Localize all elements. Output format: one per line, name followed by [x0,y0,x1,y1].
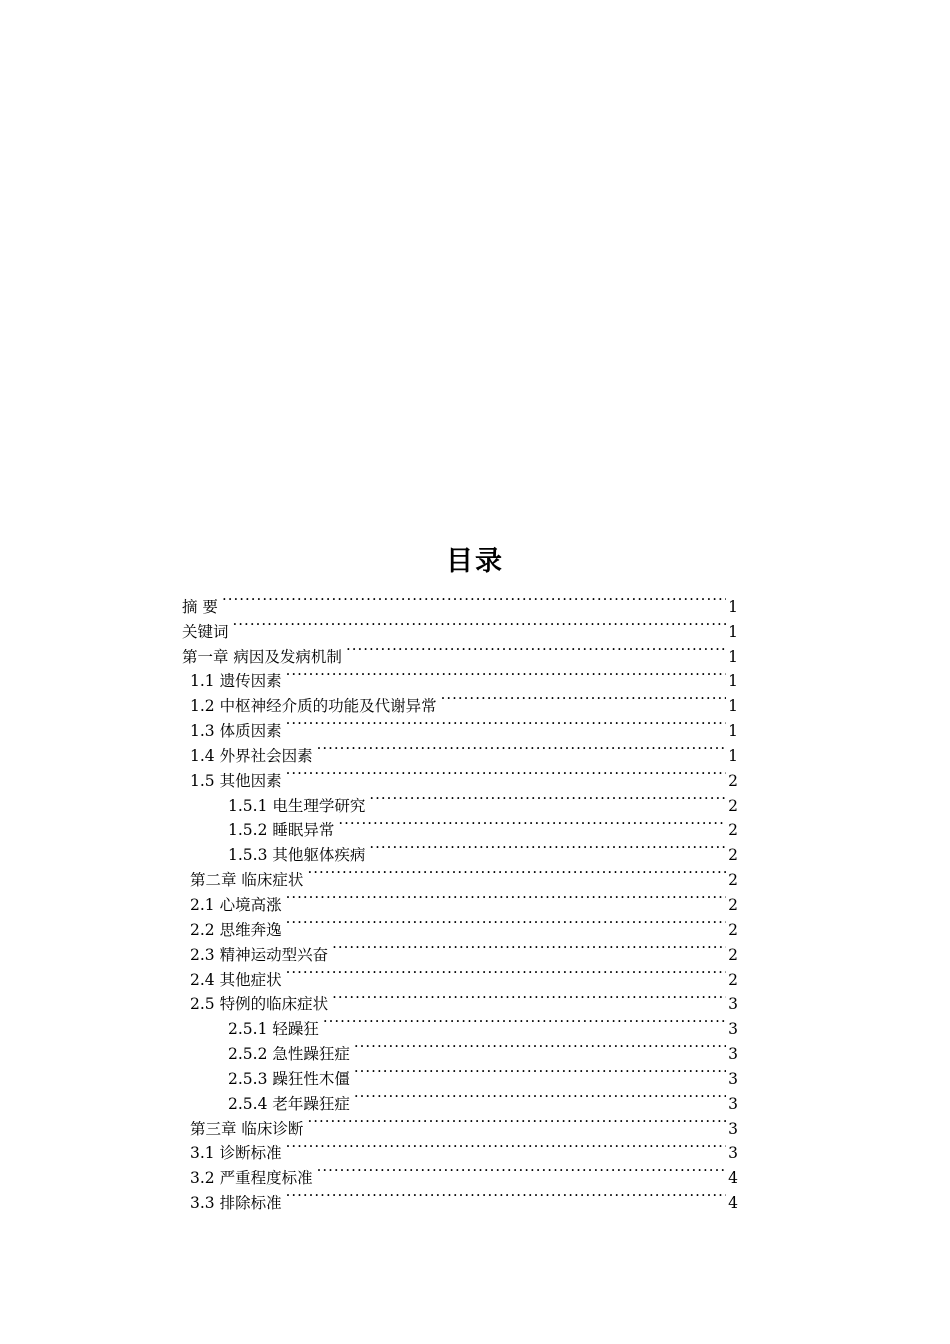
toc-entry-label: 2.3 精神运动型兴奋 [190,945,329,964]
toc-entry-label: 3.2 严重程度标准 [190,1169,313,1188]
toc-dot-leader [286,960,726,985]
toc-entry-page-number: 1 [728,746,738,765]
toc-entry-page-number: 1 [728,647,738,666]
toc-entry-label: 1.5 其他因素 [190,771,282,790]
toc-dot-leader [317,736,726,761]
toc-dot-leader [317,1158,726,1183]
toc-entry-label: 1.3 体质因素 [190,722,282,741]
toc-entry-page-number: 1 [728,597,738,616]
toc-dot-leader [307,860,726,885]
toc-entry-page-number: 2 [728,771,738,790]
toc-dot-leader [286,711,726,736]
toc-entry-page-number: 1 [728,672,738,691]
toc-dot-leader [286,1183,726,1208]
toc-dot-leader [222,587,726,612]
toc-dot-leader [332,935,726,960]
toc-dot-leader [286,662,726,687]
toc-entry-label: 1.4 外界社会因素 [190,746,313,765]
toc-entry-label: 2.5.2 急性躁狂症 [228,1045,350,1064]
toc-entry-page-number: 2 [728,945,738,964]
toc-entry-label: 第三章 临床诊断 [190,1119,304,1138]
toc-entry-label: 3.1 诊断标准 [190,1144,282,1163]
toc-entry-page-number: 1 [728,622,738,641]
toc-entry-page-number: 3 [728,1144,738,1163]
toc-dot-leader [286,910,726,935]
toc-entry-label: 1.5.2 睡眠异常 [228,821,335,840]
toc-entry-page-number: 4 [728,1169,738,1188]
toc-entry-page-number: 1 [728,722,738,741]
toc-entry-label: 2.5 特例的临床症状 [190,995,329,1014]
table-of-contents [182,587,738,1213]
toc-entry-page-number: 3 [728,995,738,1014]
toc-entry-label: 1.5.3 其他躯体疾病 [228,846,366,865]
toc-entry-page-number: 3 [728,1069,738,1088]
toc-entry-page-number: 2 [728,796,738,815]
toc-entry[interactable] [182,587,738,616]
toc-entry-label: 2.2 思维奔逸 [190,920,282,939]
toc-entry[interactable] [182,612,738,641]
toc-entry-page-number: 3 [728,1119,738,1138]
toc-entry-label: 关键词 [182,622,229,641]
toc-dot-leader [354,1084,726,1109]
page-title: 目录 [446,546,504,577]
toc-entry-page-number: 2 [728,920,738,939]
toc-entry-page-number: 2 [728,871,738,890]
toc-entry-page-number: 3 [728,1045,738,1064]
toc-entry-page-number: 1 [728,697,738,716]
toc-entry-page-number: 2 [728,895,738,914]
toc-dot-leader [441,686,726,711]
toc-dot-leader [307,1109,726,1134]
toc-entry-label: 1.2 中枢神经介质的功能及代谢异常 [190,697,437,716]
toc-dot-leader [346,637,726,662]
toc-dot-leader [354,1059,726,1084]
toc-entry-label: 2.5.4 老年躁狂症 [228,1094,350,1113]
toc-entry-page-number: 2 [728,821,738,840]
toc-entry-page-number: 3 [728,1094,738,1113]
toc-entry-label: 2.1 心境高涨 [190,895,282,914]
toc-dot-leader [323,1009,726,1034]
toc-dot-leader [332,985,726,1010]
toc-dot-leader [286,761,726,786]
toc-entry-label: 1.1 遗传因素 [190,672,282,691]
toc-entry-label: 第一章 病因及发病机制 [182,647,342,666]
toc-dot-leader [369,786,726,811]
toc-dot-leader [338,811,726,836]
toc-entry-label: 2.5.1 轻躁狂 [228,1020,319,1039]
toc-dot-leader [369,835,726,860]
toc-entry-page-number: 4 [728,1194,738,1213]
toc-entry-page-number: 2 [728,970,738,989]
toc-entry-label: 第二章 临床症状 [190,871,304,890]
toc-entry-page-number: 3 [728,1020,738,1039]
toc-entry-label: 2.5.3 躁狂性木僵 [228,1069,350,1088]
toc-entry-page-number: 2 [728,846,738,865]
toc-entry-label: 1.5.1 电生理学研究 [228,796,366,815]
toc-entry[interactable] [182,637,738,666]
toc-entry-label: 3.3 排除标准 [190,1194,282,1213]
toc-dot-leader [233,612,726,637]
toc-dot-leader [354,1034,726,1059]
toc-dot-leader [286,1134,726,1159]
toc-entry-label: 2.4 其他症状 [190,970,282,989]
toc-dot-leader [286,885,726,910]
toc-entry-label: 摘 要 [182,597,218,616]
